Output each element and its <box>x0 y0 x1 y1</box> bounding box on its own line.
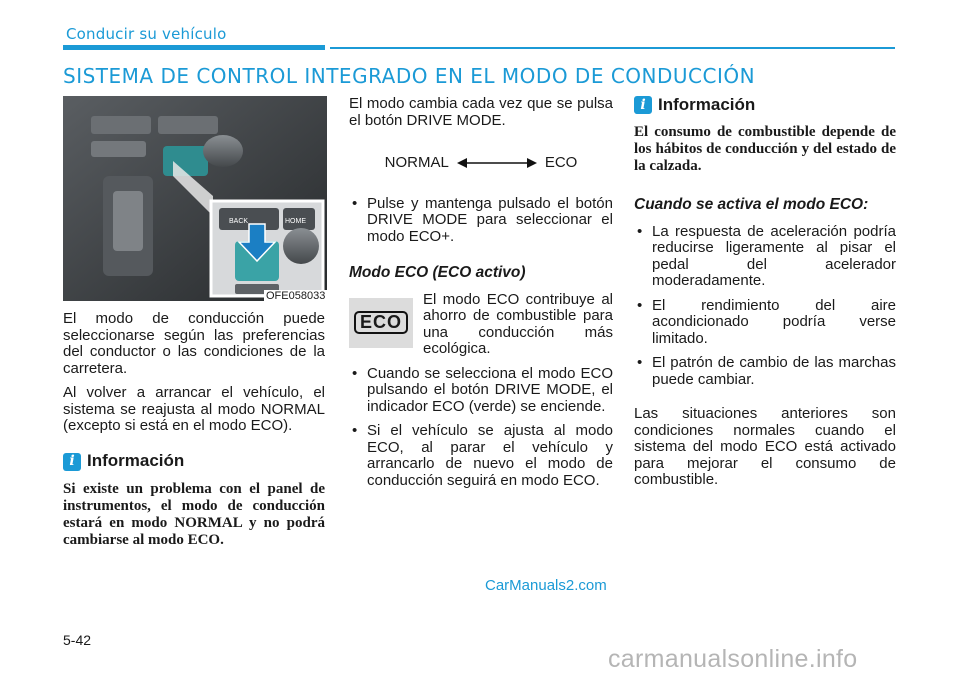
photo-back-label: BACK <box>229 218 249 225</box>
column-2 <box>349 96 613 497</box>
photo-home-label: HOME <box>285 218 306 225</box>
list-item: • Cuando se selecciona el modo ECO pulsando el botón DRIVE MODE, el indicador ECO (verde) se enciende. <box>349 366 613 416</box>
info-heading <box>63 453 325 471</box>
console-illustration <box>63 96 327 301</box>
eco-indicator-icon <box>349 298 413 348</box>
header-rule-thick <box>63 45 325 50</box>
section-label: Conducir su vehículo <box>66 25 227 43</box>
restart-paragraph: Al volver a arrancar el vehículo, el sistema se reajusta al modo NORMAL (excepto si está en el modo ECO). <box>63 384 325 434</box>
column-1 <box>63 311 325 557</box>
mode-intro: El modo cambia cada vez que se pulsa el botón DRIVE MODE. <box>349 95 613 129</box>
mode-normal-label: NORMAL <box>384 154 449 171</box>
image-code: OFE058033 <box>266 290 326 302</box>
list-item: • El patrón de cambio de las marchas puede cambiar. <box>634 355 896 388</box>
list-item: • Si el vehículo se ajusta al modo ECO, al parar el vehículo y arrancarlo de nuevo el modo de conducción seguirá en modo ECO. <box>349 423 613 489</box>
column-3 <box>634 96 896 497</box>
eco-description: El modo ECO contribuye al ahorro de combustible para una conducción más ecológica. <box>423 290 613 357</box>
info-title: Información <box>87 451 185 471</box>
header-rule-thin <box>330 47 895 49</box>
eco-indicator-row <box>349 292 613 358</box>
info-title: Información <box>658 94 756 114</box>
intro-paragraph: El modo de conducción puede seleccionarse según las preferencias del conductor o las condiciones de la carretera. <box>63 310 325 377</box>
info-icon: i <box>63 453 81 471</box>
info-note: Si existe un problema con el panel de instrumentos, el modo de conducción estará en modo NORMAL y no podrá cambiarse al modo ECO. <box>63 480 325 548</box>
closing-paragraph: Las situaciones anteriores son condiciones normales cuando el sistema del modo ECO está activado para mejorar el consumo de combustible. <box>634 405 896 488</box>
page-title: SISTEMA DE CONTROL INTEGRADO EN EL MODO DE CONDUCCIÓN <box>63 64 756 88</box>
footer-watermark[interactable]: carmanualsonline.info <box>608 645 858 673</box>
info-icon: i <box>634 96 652 114</box>
mode-cycle-diagram <box>349 155 613 172</box>
double-arrow-icon <box>457 157 537 169</box>
list-item: • El rendimiento del aire acondicionado podría verse limitado. <box>634 298 896 348</box>
list-item: • Pulse y mantenga pulsado el botón DRIVE MODE para seleccionar el modo ECO+. <box>349 196 613 246</box>
console-photo <box>63 96 327 301</box>
eco-badge: ECO <box>354 311 408 334</box>
watermark-link[interactable]: CarManuals2.com <box>485 577 607 594</box>
bullet-list <box>349 196 613 246</box>
bullet-list <box>349 366 613 490</box>
list-item: • La respuesta de aceleración podría reducirse ligeramente al pisar el pedal del acelerador moderadamente. <box>634 224 896 290</box>
mode-eco-label: ECO <box>544 154 578 171</box>
eco-heading: Modo ECO (ECO activo) <box>349 264 526 281</box>
when-active-heading: Cuando se activa el modo ECO: <box>634 196 869 213</box>
bullet-list <box>634 224 896 389</box>
info-note: El consumo de combustible depende de los hábitos de conducción y del estado de la calzada. <box>634 124 896 174</box>
page-number: 5-42 <box>63 632 92 648</box>
info-heading <box>634 96 896 114</box>
